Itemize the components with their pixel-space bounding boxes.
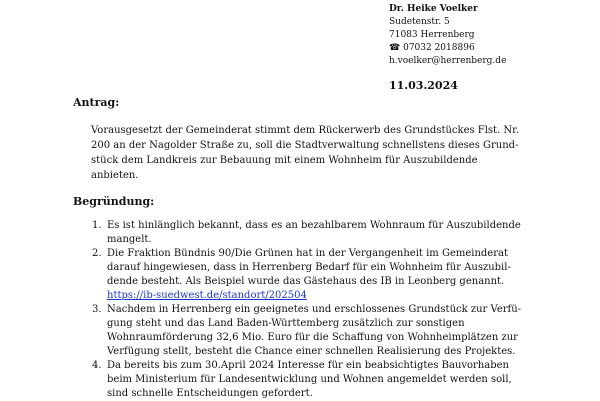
reason-line: mangelt. <box>107 234 152 245</box>
sender-street: Sudetenstr. 5 <box>389 17 450 27</box>
sender-phone-row <box>389 42 506 55</box>
sender-address-block <box>389 3 506 68</box>
reason-number: 2. <box>92 248 102 259</box>
reason-item-4 <box>73 359 533 401</box>
phone-icon: ☎ <box>389 43 401 53</box>
antrag-line: Vorausgesetzt der Gemeinderat stimmt dem Rückerwerb des Grundstückes Flst. Nr. <box>91 125 520 136</box>
reason-line: Wohnraumförderung 32,6 Mio. Euro für die Schaffung von Wohnheimplätzen zur <box>107 332 518 343</box>
reason-line: beim Ministerium für Landesentwicklung und Wohnen angemeldet werden soll, <box>107 374 512 385</box>
reason-line: Da bereits bis zum 30.April 2024 Interesse für ein beabsichtigtes Bauvorhaben <box>107 360 509 371</box>
antrag-line: anbieten. <box>91 170 139 181</box>
reason-line: Nachdem in Herrenberg ein geeignetes und erschlossenes Grundstück zur Verfü- <box>107 304 522 315</box>
reason-number: 3. <box>92 304 102 315</box>
reasons-list <box>73 219 533 401</box>
reason-line: sind schnelle Entscheidungen gefordert. <box>107 388 313 399</box>
antrag-heading: Antrag: <box>73 96 120 109</box>
sender-phone: 07032 2018896 <box>403 43 475 53</box>
antrag-paragraph <box>91 123 521 183</box>
antrag-line: 200 an der Nagolder Straße zu, soll die Stadtverwaltung schnellstens dieses Grund- <box>91 140 519 151</box>
reason-line: Es ist hinlänglich bekannt, dass es an bezahlbarem Wohnraum für Auszubildende <box>107 220 521 231</box>
reason-number: 4. <box>92 360 102 371</box>
ib-website-link[interactable]: https://ib-suedwest.de/standort/202504 <box>107 290 307 301</box>
sender-email: h.voelker@herrenberg.de <box>389 56 507 66</box>
reason-item-1 <box>73 219 533 247</box>
reason-line: Verfügung stellt, besteht die Chance einer schnellen Realisierung des Projektes. <box>107 346 516 357</box>
reason-item-3 <box>73 303 533 359</box>
begruendung-heading: Begründung: <box>73 195 155 208</box>
sender-name: Dr. Heike Voelker <box>389 4 478 14</box>
reason-item-2 <box>73 247 533 303</box>
reason-line: dende besteht. Als Beispiel wurde das Gästehaus des IB in Leonberg genannt. <box>107 276 505 287</box>
letter-date: 11.03.2024 <box>389 79 458 92</box>
sender-city: 71083 Herrenberg <box>389 30 475 40</box>
reason-number: 1. <box>92 220 102 231</box>
reason-line: gung steht und das Land Baden-Württemberg zusätzlich zur sonstigen <box>107 318 465 329</box>
reason-line: Die Fraktion Bündnis 90/Die Grünen hat in der Vergangenheit im Gemeinderat <box>107 248 508 259</box>
antrag-line: stück dem Landkreis zur Bebauung mit einem Wohnheim für Auszubildende <box>91 155 478 166</box>
reason-line: darauf hingewiesen, dass in Herrenberg Bedarf für ein Wohnheim für Auszubil- <box>107 262 511 273</box>
